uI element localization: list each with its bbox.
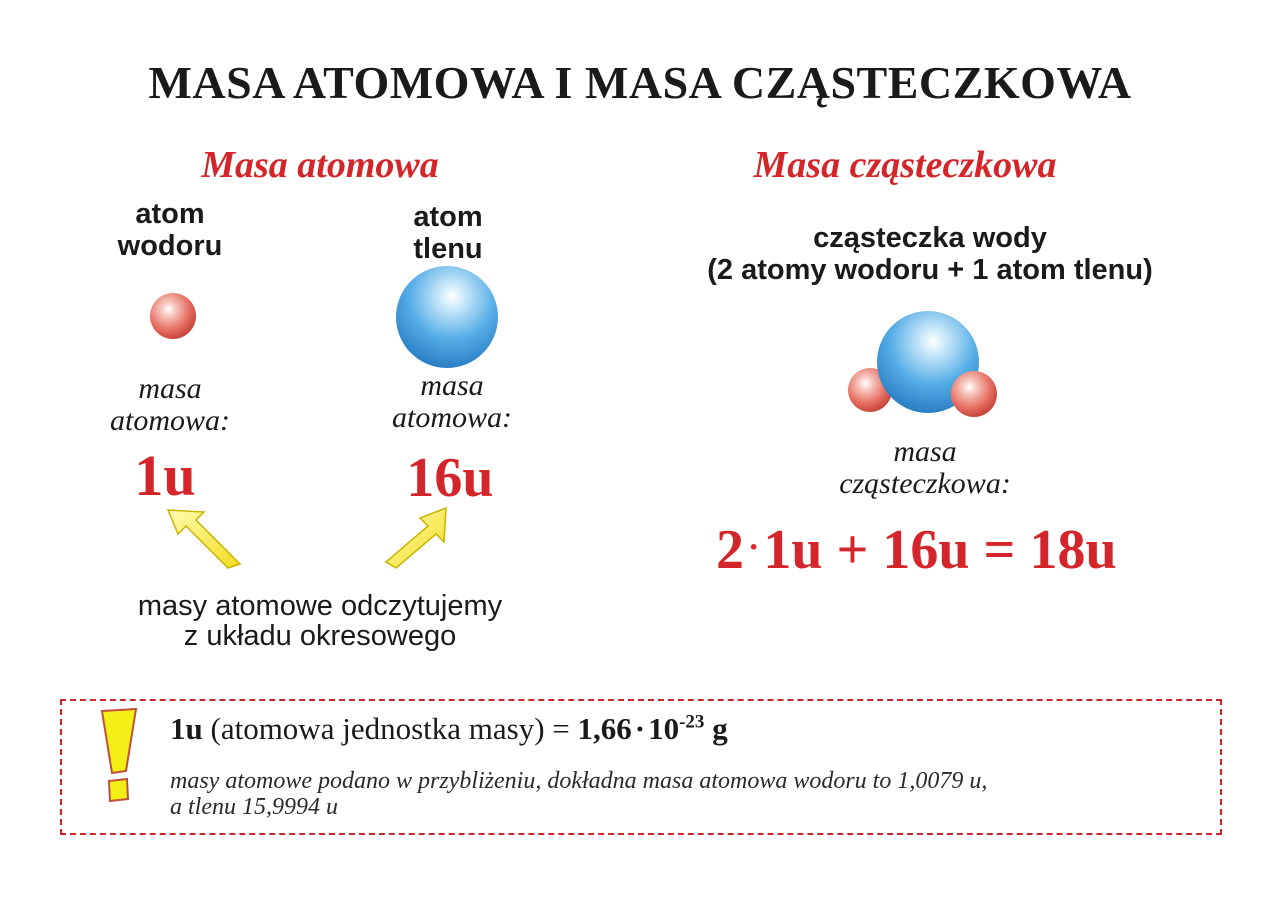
hydrogen-label-line1: atom (135, 198, 205, 230)
periodic-table-note-line2: z układu okresowego (183, 620, 457, 652)
hydrogen-mass-value: 1u (134, 443, 196, 508)
unit-definition (170, 711, 1070, 747)
arrow-up-right-icon (376, 500, 466, 572)
unit-base: 10 (648, 711, 680, 746)
arrow-up-left-icon (160, 500, 250, 572)
exclamation-warning-icon (96, 707, 144, 807)
molecular-mass-label-line2: cząsteczkowa: (839, 467, 1011, 500)
molecular-mass-label (780, 436, 1070, 500)
oxygen-mass-label-line2: atomowa: (392, 401, 512, 434)
hydrogen-mass-label (80, 373, 260, 437)
unit-description: (atomowa jednostka masy) = (210, 711, 570, 746)
equation-coefficient: 2 (716, 519, 744, 581)
hydrogen-mass-label-line2: atomowa: (110, 404, 230, 437)
unit-symbol: 1u (170, 711, 203, 746)
equation-rest: 1u + 16u = 18u (763, 519, 1117, 581)
unit-exponent: -23 (679, 711, 705, 733)
hydrogen-label-line2: wodoru (117, 230, 223, 262)
hydrogen-label (90, 198, 250, 262)
water-molecule-label (640, 222, 1220, 286)
accuracy-note-line1: masy atomowe podano w przybliżeniu, dokładna masa atomowa wodoru to 1,0079 u, (170, 768, 988, 794)
water-molecule-icon (840, 306, 1010, 428)
unit-grams: g (712, 711, 728, 746)
page-title: MASA ATOMOWA I MASA CZĄSTECZKOWA (148, 57, 1132, 108)
oxygen-mass-label (362, 370, 542, 434)
heading-molecular-mass: Masa cząsteczkowa (753, 144, 1057, 186)
molecular-mass-equation (716, 518, 1166, 582)
oxygen-atom-icon (390, 262, 506, 374)
accuracy-note-line2: a tlenu 15,9994 u (170, 794, 338, 820)
oxygen-label-line2: tlenu (413, 233, 483, 265)
heading-atomic-mass: Masa atomowa (201, 144, 439, 186)
accuracy-note (170, 768, 1210, 820)
molecular-mass-label-line1: masa (893, 435, 957, 468)
oxygen-label (368, 201, 528, 265)
periodic-table-note-line1: masy atomowe odczytujemy (137, 590, 503, 622)
hydrogen-mass-label-line1: masa (138, 372, 202, 405)
hydrogen-atom-icon (145, 290, 201, 346)
water-molecule-label-line1: cząsteczka wody (813, 222, 1047, 254)
unit-value: 1,66 (577, 711, 632, 746)
unit-dot: · (634, 711, 646, 746)
oxygen-label-line1: atom (413, 201, 483, 233)
oxygen-mass-value: 16u (406, 447, 494, 509)
periodic-table-note (70, 591, 570, 651)
equation-dot: · (748, 529, 760, 566)
oxygen-mass-label-line1: masa (420, 369, 484, 402)
water-molecule-label-line2: (2 atomy wodoru + 1 atom tlenu) (707, 254, 1153, 286)
